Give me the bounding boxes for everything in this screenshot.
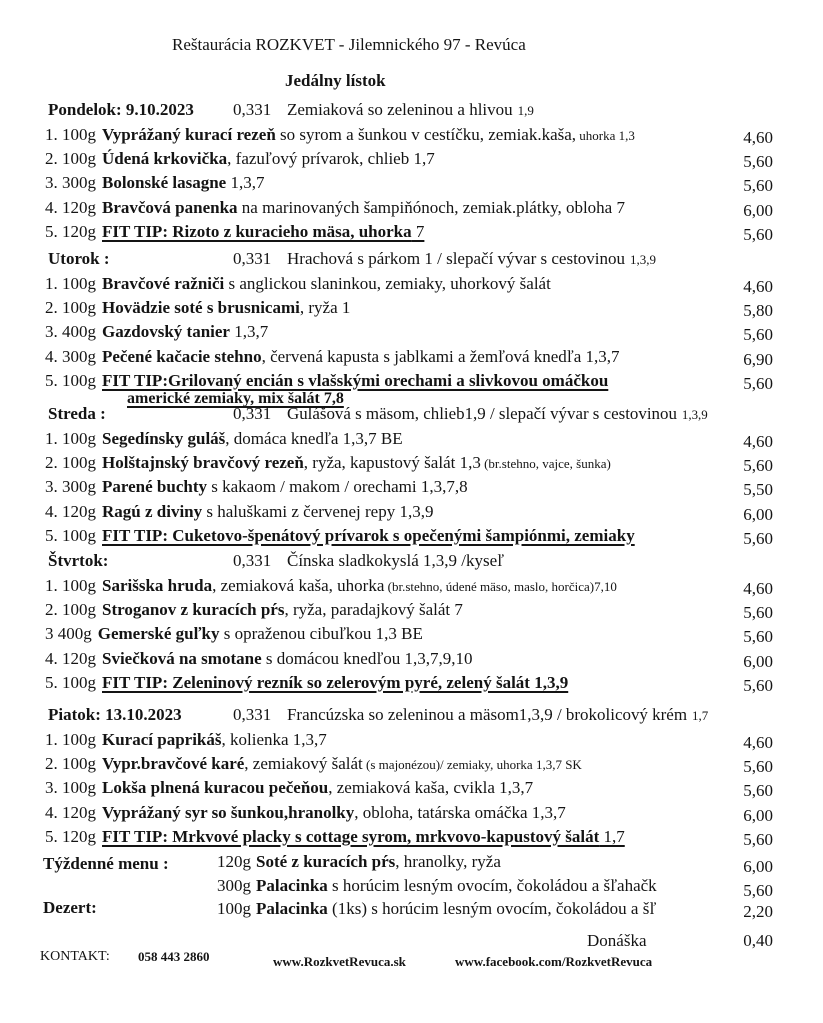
menu-item: [45, 650, 473, 667]
facebook-link[interactable]: www.facebook.com/RozkvetRevuca: [455, 954, 653, 969]
item-price: 4,60: [743, 128, 773, 147]
dish-name: Holštajnský bravčový rezeň: [102, 453, 304, 473]
dish-name: Údená krkovička: [102, 149, 228, 169]
day-name: Piatok: 13.10.2023: [48, 705, 182, 724]
menu-item: [45, 527, 635, 544]
dish-description: , fazuľový prívarok, chlieb 1,7: [227, 149, 435, 169]
item-number: 2. 100g: [45, 600, 96, 620]
dish-description: 1,7: [599, 826, 625, 846]
menu-item: [45, 199, 625, 216]
item-price: 5,50: [743, 480, 773, 500]
item-number: 5. 100g: [45, 672, 96, 692]
weekly-qty: 300g: [217, 876, 251, 895]
item-number: 4. 120g: [45, 648, 96, 668]
weekly-dish: Palacinka: [256, 876, 328, 895]
item-price: 5,60: [743, 325, 773, 345]
soup-quantity: 0,331: [233, 100, 272, 119]
dessert-item: [217, 900, 656, 917]
day-name: Štvrtok:: [48, 551, 109, 570]
item-price: 6,00: [743, 805, 773, 825]
dish-description: , kolienka 1,3,7: [221, 730, 327, 749]
item-number: 4. 300g: [45, 346, 96, 366]
item-number: 1. 100g: [45, 274, 96, 293]
dish-name: Vyprážaný kurací rezeň: [102, 125, 276, 144]
item-price: 5,60: [743, 224, 773, 244]
menu-item: [45, 430, 403, 447]
dish-note: uhorka 1,3: [576, 128, 635, 143]
dish-name: Hovädzie soté s brusnicami: [102, 298, 300, 318]
item-price: 5,60: [743, 675, 773, 695]
dish-continuation: americké zemiaky, mix šalát 7,8: [127, 390, 344, 407]
dish-description: 1,3,7: [229, 322, 269, 342]
contact-phone: 058 443 2860: [138, 949, 210, 964]
dish-name: FIT TIP: Zeleninový rezník so zelerovým pyré, zelený šalát 1,3,9: [102, 672, 569, 692]
dish-name: Gemerské guľky: [97, 624, 220, 644]
weekly-price: 5,60: [743, 881, 773, 900]
soup-quantity: 0,331: [233, 249, 272, 268]
menu-item: [45, 348, 620, 365]
item-price: 5,60: [743, 152, 773, 172]
dish-description: s opraženou cibuľkou 1,3 BE: [219, 624, 423, 644]
item-number: 3 400g: [45, 624, 92, 644]
dish-name: FIT TIP:Grilovaný encián s vlašskými orechami a slivkovou omáčkou: [102, 370, 609, 390]
menu-item: [45, 674, 568, 691]
dessert-label: Dezert:: [43, 898, 97, 917]
menu-item: [45, 577, 617, 594]
item-number: 1. 100g: [45, 125, 96, 144]
item-price: 5,60: [743, 757, 773, 777]
dish-name: Kurací paprikáš: [102, 730, 222, 749]
item-number: 3. 400g: [45, 322, 96, 342]
soup-name: [287, 552, 509, 569]
soup-quantity: 0,331: [233, 705, 272, 724]
item-price: 5,60: [743, 627, 773, 647]
dish-description: , červená kapusta s jablkami a žemľová knedľa 1,3,7: [261, 346, 620, 366]
dish-description: so syrom a šunkou v cestíčku, zemiak.kaša,: [275, 125, 577, 144]
dish-name: FIT TIP: Mrkvové placky s cottage syrom, mrkvovo-kapustový šalát: [102, 826, 600, 846]
item-number: 3. 100g: [45, 778, 96, 798]
item-number: 3. 300g: [45, 173, 96, 193]
item-price: 4,60: [743, 432, 773, 451]
item-number: 2. 100g: [45, 754, 96, 774]
item-number: 1. 100g: [45, 429, 96, 448]
menu-item: [45, 323, 268, 340]
dish-description: , zemiakový šalát: [244, 754, 363, 774]
dish-name: Bolonské lasagne: [102, 173, 227, 193]
item-number: 1. 100g: [45, 730, 96, 749]
weekly-dish: Soté z kuracích pŕs: [256, 852, 396, 871]
soup-name: [287, 405, 708, 422]
dish-note: (br.stehno, údené mäso, maslo, horčica)7,10: [384, 579, 617, 594]
soup-text: Hrachová s párkom 1 / slepačí vývar s cestovinou: [287, 249, 626, 268]
dish-name: Lokša plnená kuracou pečeňou: [102, 778, 329, 798]
item-price: 5,60: [743, 603, 773, 623]
dessert-qty: 100g: [217, 899, 251, 918]
day-name: Streda :: [48, 404, 106, 423]
weekly-item: [217, 853, 501, 870]
soup-quantity: 0,331: [233, 551, 272, 570]
soup-quantity: 0,331: [233, 404, 272, 423]
dish-name: Gazdovský tanier: [102, 322, 230, 342]
weekly-desc: , hranolky, ryža: [395, 852, 501, 871]
weekly-item: [217, 877, 657, 894]
soup-name: [287, 101, 534, 118]
dish-name: Stroganov z kuracích pŕs: [102, 600, 285, 620]
menu-item: [45, 779, 533, 796]
dish-note: (s majonézou)/ zemiaky, uhorka 1,3,7 SK: [362, 757, 582, 773]
dish-name: Parené buchty: [102, 477, 207, 497]
soup-name: [287, 706, 708, 723]
soup-text: Zemiaková so zeleninou a hlivou: [287, 100, 513, 119]
item-price: 6,00: [743, 200, 773, 220]
dish-name: Bravčová panenka: [102, 197, 238, 217]
dish-description: s domácou knedľou 1,3,7,9,10: [261, 648, 473, 668]
day-name: Pondelok: 9.10.2023: [48, 100, 194, 119]
item-number: 1. 100g: [45, 576, 96, 595]
weekly-menu-label: Týždenné menu :: [43, 854, 169, 873]
dish-description: , zemiaková kaša, uhorka: [212, 576, 385, 595]
menu-item: [45, 755, 582, 772]
menu-item: [45, 174, 264, 191]
item-price: 5,80: [743, 301, 773, 321]
item-price: 4,60: [743, 733, 773, 752]
weekly-price: 6,00: [743, 857, 773, 876]
menu-item: [45, 454, 611, 471]
item-number: 5. 100g: [45, 525, 96, 545]
dish-name: Sviečková na smotane: [102, 648, 262, 668]
dish-description: na marinovaných šampiňónoch, zemiak.plátky, obloha 7: [237, 197, 625, 217]
soup-allergens: 1,3,9: [630, 252, 657, 267]
menu-item: [45, 223, 424, 240]
dish-description: s kakaom / makom / orechami 1,3,7,8: [207, 477, 468, 497]
dish-name: FIT TIP: Cuketovo-špenátový prívarok s opečenými šampiónmi, zemiaky: [102, 525, 635, 545]
item-price: 4,60: [743, 579, 773, 598]
soup-allergens: 1,9: [517, 103, 534, 118]
soup-text: Gulášová s mäsom, chlieb1,9 / slepačí vývar s cestovinou: [287, 404, 677, 423]
delivery-label: Donáška: [587, 931, 647, 950]
menu-item: [45, 601, 463, 618]
item-number: 2. 100g: [45, 149, 96, 169]
item-price: 5,60: [743, 781, 773, 801]
dish-name: Bravčové ražniči: [102, 274, 225, 293]
item-number: 3. 300g: [45, 477, 96, 497]
soup-allergens: 1,3,9: [681, 407, 708, 422]
weekly-desc: s horúcim lesným ovocím, čokoládou a šľahačk: [327, 876, 657, 895]
dessert-desc: (1ks) s horúcim lesným ovocím, čokoládou a šľ: [327, 899, 657, 918]
soup-text: Čínska sladkokyslá 1,3,9 /kyseľ: [287, 551, 505, 570]
item-number: 5. 120g: [45, 221, 96, 241]
item-price: 6,00: [743, 651, 773, 671]
item-price: 5,60: [743, 456, 773, 476]
dish-name: Ragú z diviny: [102, 501, 203, 521]
dish-name: FIT TIP: Rizoto z kuracieho mäsa, uhorka: [102, 221, 412, 241]
item-number: 5. 120g: [45, 826, 96, 846]
dish-description: , domáca knedľa 1,3,7 BE: [225, 429, 403, 448]
item-number: 5. 100g: [45, 370, 96, 390]
dish-description: s anglickou slaninkou, zemiaky, uhorkový šalát: [224, 274, 551, 293]
weekly-qty: 120g: [217, 852, 251, 871]
menu-item: [45, 150, 435, 167]
menu-item: [45, 275, 551, 292]
menu-item: [45, 126, 635, 143]
item-price: 6,00: [743, 504, 773, 524]
item-number: 4. 120g: [45, 197, 96, 217]
item-number: 4. 120g: [45, 802, 96, 822]
dish-note: (br.stehno, vajce, šunka): [480, 456, 611, 472]
soup-allergens: 1,7: [692, 708, 709, 723]
item-price: 5,60: [743, 373, 773, 393]
dish-name: Pečené kačacie stehno: [102, 346, 262, 366]
dessert-price: 2,20: [743, 902, 773, 921]
dish-description: , ryža, paradajkový šalát 7: [284, 600, 463, 620]
dish-name: Sarišska hruda: [102, 576, 213, 595]
dish-description: , obloha, tatárska omáčka 1,3,7: [354, 802, 566, 822]
dish-name: Vypr.bravčové karé: [102, 754, 245, 774]
website-link[interactable]: www.RozkvetRevuca.sk: [273, 954, 406, 969]
dish-description: 1,3,7: [226, 173, 265, 193]
dish-description: , zemiaková kaša, cvikla 1,3,7: [328, 778, 534, 798]
menu-item: [45, 731, 327, 748]
menu-item: [45, 804, 566, 821]
menu-item: [45, 478, 468, 495]
soup-text: Francúzska so zeleninou a mäsom1,3,9 / brokolicový krém: [287, 705, 688, 724]
contact-label: KONTAKT:: [40, 949, 110, 964]
item-price: 4,60: [743, 277, 773, 296]
soup-name: [287, 250, 656, 267]
menu-item: [45, 625, 423, 642]
item-price: 5,60: [743, 176, 773, 196]
dish-name: Segedínsky guláš: [102, 429, 226, 448]
item-number: 4. 120g: [45, 501, 96, 521]
dish-description: , ryža, kapustový šalát 1,3: [303, 453, 481, 473]
day-name: Utorok :: [48, 249, 110, 268]
dish-name: Vyprážaný syr so šunkou,hranolky: [102, 802, 355, 822]
menu-item: [45, 299, 350, 316]
dessert-dish: Palacinka: [256, 899, 328, 918]
item-price: 5,60: [743, 829, 773, 849]
item-price: 6,90: [743, 349, 773, 369]
item-number: 2. 100g: [45, 453, 96, 473]
item-number: 2. 100g: [45, 298, 96, 318]
menu-item: [45, 503, 433, 520]
item-price: 5,60: [743, 528, 773, 548]
menu-item: [45, 828, 625, 845]
menu-item: [45, 372, 608, 389]
dish-description: , ryža 1: [299, 298, 351, 318]
menu-title: Jedálny lístok: [285, 71, 386, 90]
delivery-price: 0,40: [743, 931, 773, 950]
dish-description: 7: [411, 221, 425, 241]
restaurant-header: Reštaurácia ROZKVET - Jilemnického 97 - Revúca: [172, 35, 526, 54]
dish-description: s haluškami z červenej repy 1,3,9: [202, 501, 434, 521]
